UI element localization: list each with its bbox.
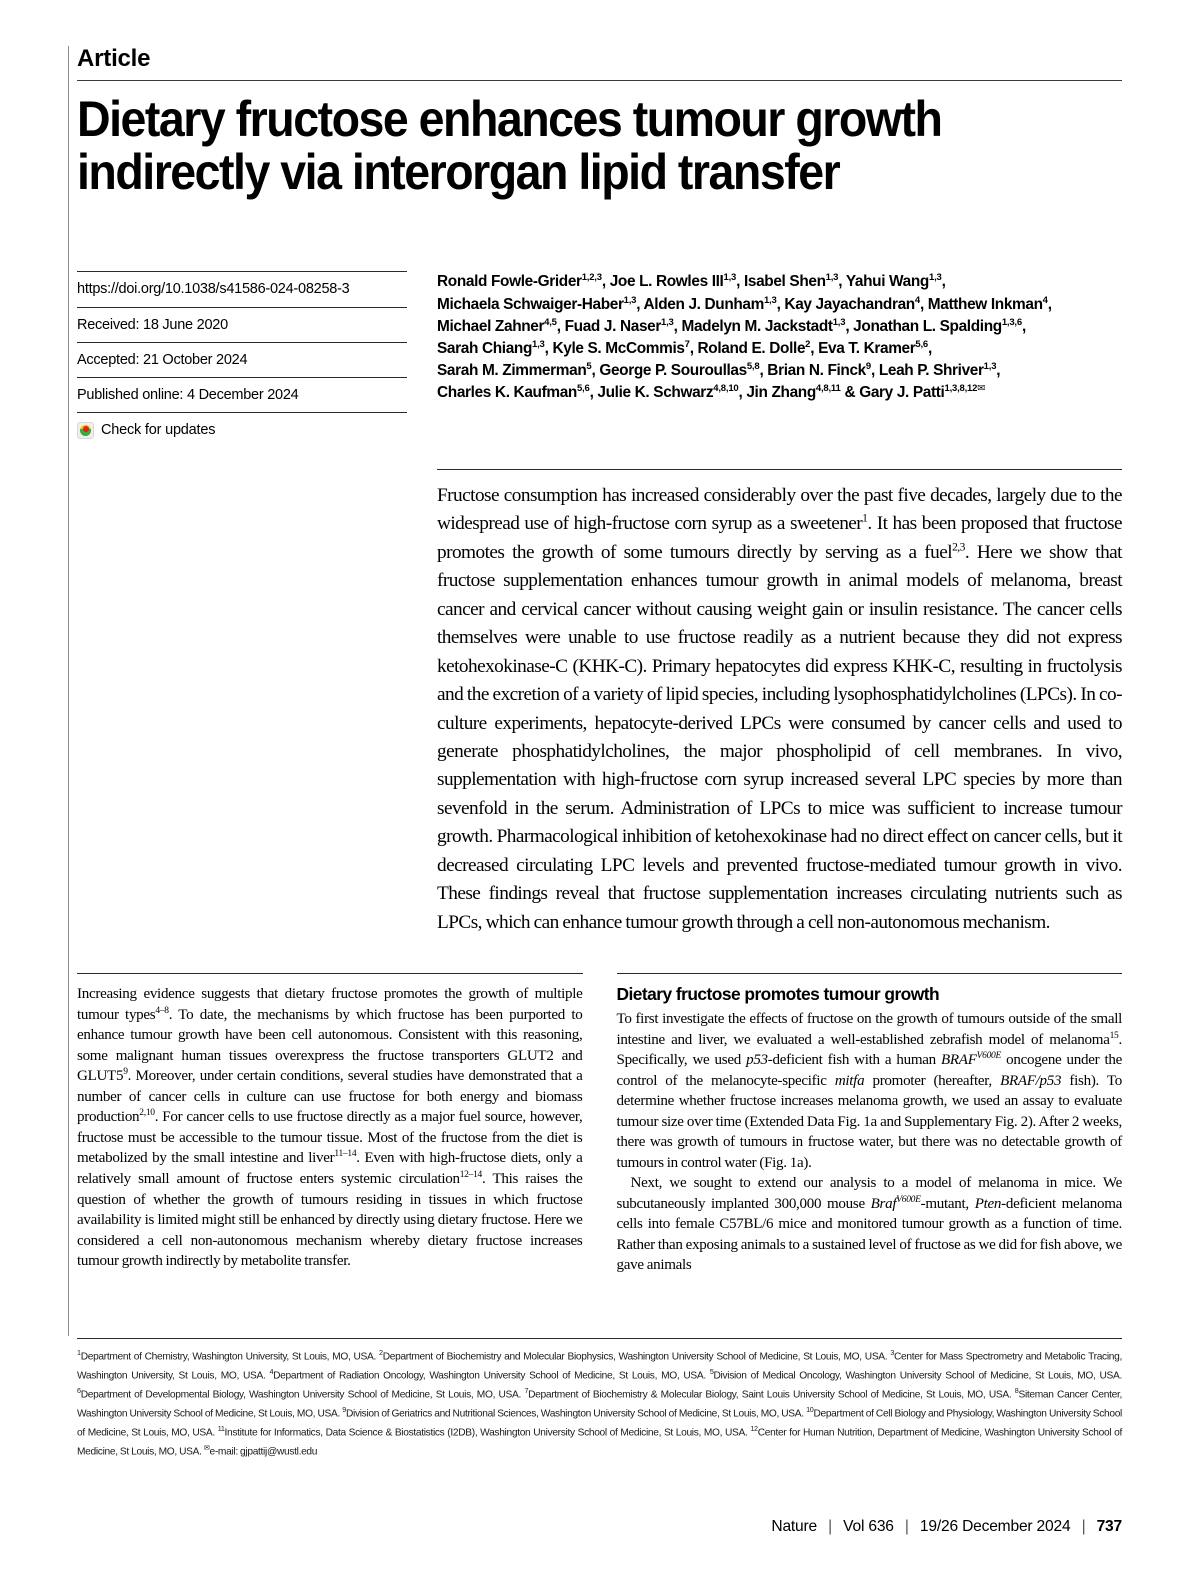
- accepted-date: Accepted: 21 October 2024: [77, 342, 407, 377]
- footer-separator: |: [1081, 1518, 1086, 1535]
- author-line: Charles K. Kaufman$^{5,6}$, Julie K. Schwarz$^{4,8,10}$, Jin Zhang$^{4,8,11}$ & Gary J. Patti$^{1,3,8,12✉}$: [437, 383, 985, 402]
- affiliations-text: $^1$Department of Chemistry, Washington University, St Louis, MO, USA. $^2$Department of Biochemistry and Molecular Biophysics, Washington University School of Medicine, St Louis, MO, USA. $^3$Center for Mass Spectrometry and Metabolic Tracing, Washington University, St Louis, MO, USA. $^4$Department of Radiation Oncology, Washington University School of Medicine, St Louis, MO, USA. $^5$Division of Medical Oncology, Washington University School of Medicine, St Louis, MO, USA. $^6$Department of Developmental Biology, Washington University School of Medicine, St Louis, MO, USA. $^7$Department of Biochemistry & Molecular Biology, Saint Louis University School of Medicine, St Louis, MO, USA. $^8$Siteman Cancer Center, Washington University School of Medicine, St Louis, MO, USA. $^9$Division of Geriatrics and Nutritional Sciences, Washington University School of Medicine, St Louis, MO, USA. $^{10}$Department of Cell Biology and Physiology, Washington University School of Medicine, St Louis, MO, USA. $^{11}$Institute for Informatics, Data Science & Biostatistics (I2DB), Washington University School of Medicine, St Louis, MO, USA. $^{12}$Center for Human Nutrition, Department of Medicine, Washington University School of Medicine, St Louis, MO, USA. ✉e-mail: gjpattij@wustl.edu: [77, 1348, 1122, 1457]
- body-columns: [77, 973, 1122, 1276]
- affiliations-block: [77, 1338, 1122, 1460]
- page-title: Dietary fructose enhances tumour growth indirectly via interorgan lipid transfer: [77, 91, 942, 201]
- footer-journal: Nature: [771, 1518, 817, 1535]
- footer-separator: |: [904, 1518, 909, 1535]
- body-column-left: [77, 973, 583, 1276]
- check-for-updates-button[interactable]: [77, 412, 407, 439]
- crossmark-icon: [77, 422, 94, 439]
- section-heading: Dietary fructose promotes tumour growth: [616, 984, 940, 1005]
- author-line: Ronald Fowle-Grider$^{1,2,3}$, Joe L. Rowles III$^{1,3}$, Isabel Shen$^{1,3}$, Yahui Wang$^{1,3}$,: [437, 272, 946, 291]
- article-kicker: Article: [77, 45, 151, 72]
- page-footer: [771, 1518, 1122, 1536]
- left-column-divider: [77, 973, 583, 974]
- author-line: Sarah M. Zimmerman$^5$, George P. Souroullas$^{5,8}$, Brian N. Finck$^9$, Leah P. Shriver$^{1,3}$,: [437, 360, 1001, 380]
- footer-volume: Vol 636: [843, 1518, 894, 1535]
- footer-page-number: 737: [1096, 1518, 1122, 1535]
- left-margin-rule: [68, 46, 69, 1336]
- meta-authors-row: [77, 271, 1122, 439]
- section-paragraph: Next, we sought to extend our analysis to a model of melanoma in mice. We subcutaneously implanted 300,000 mouse Braf$^{V600E}$-mutant, Pten-deficient melanoma cells into female C57BL/6 mice and monitored tumour growth as a function of time. Rather than exposing animals to a sustained level of fructose as we did for fish above, we gave animals: [616, 1175, 1122, 1274]
- intro-paragraph: Increasing evidence suggests that dietary fructose promotes the growth of multiple tumour types$^{4-8}$. To date, the mechanisms by which fructose has been purported to enhance tumour growth have been cell autonomous. Consistent with this reasoning, some malignant human tissues overexpress the fructose transporters GLUT2 and $GLUT5^9$. Moreover, under certain conditions, several studies have demonstrated that a number of cancer cells in culture can use fructose for both energy and biomass production$^{2,10}$. For cancer cells to use fructose directly as a major fuel source, however, fructose must be accessible to the tumour tissue. Most of the fructose from the diet is metabolized by the small intestine and liver$^{11-14}$. Even with high-fructose diets, only a relatively small amount of fructose enters systemic circulation$^{12-14}$. This raises the question of whether the growth of tumours residing in tissues in which fructose availability is limited might still be enhanced by directly using dietary fructose. Here we considered a cell non-autonomous mechanism whereby dietary fructose increases tumour growth indirectly by metabolite transfer.: [77, 986, 583, 1270]
- right-column-divider: [617, 973, 1123, 974]
- received-date: Received: 18 June 2020: [77, 307, 407, 342]
- published-date: Published online: 4 December 2024: [77, 377, 407, 412]
- author-line: Michaela Schwaiger-Haber$^{1,3}$, Alden J. Dunham$^{1,3}$, Kay Jayachandran$^4$, Matthew Inkman$^4$,: [437, 294, 1052, 313]
- author-line: Sarah Chiang$^{1,3}$, Kyle S. McCommis$^7$, Roland E. Dolle$^2$, Eva T. Kramer$^{5,6}$,: [437, 338, 932, 357]
- author-list: [407, 271, 1122, 404]
- footer-separator: |: [828, 1518, 832, 1535]
- abstract-divider: [437, 469, 1122, 470]
- affiliations-divider: [77, 1338, 1122, 1339]
- check-for-updates-label: Check for updates: [101, 422, 216, 439]
- article-metadata: [77, 271, 407, 439]
- header-divider: [77, 80, 1122, 81]
- article-content: [77, 46, 1122, 1276]
- body-column-right: [617, 973, 1123, 1276]
- section-paragraph: To first investigate the effects of fructose on the growth of tumours outside of the small intestine and liver, we evaluated a well-established zebrafish model of melanoma$^{15}$. Specifically, we used p53-deficient fish with a human $BRAF^{V600E}$ oncogene under the control of the melanocyte-specific mitfa promoter (hereafter, BRAF/p53 fish). To determine whether fructose increases melanoma growth, we used an assay to evaluate tumour size over time (Extended Data Fig. 1a and Supplementary Fig. 2). After 2 weeks, there was growth of tumours in fructose water, but there was no detectable growth of tumours in control water (Fig. 1a).: [616, 1011, 1122, 1171]
- author-line: Michael Zahner$^{4,5}$, Fuad J. Naser$^{1,3}$, Madelyn M. Jackstadt$^{1,3}$, Jonathan L. Spalding$^{1,3,6}$,: [437, 316, 1026, 335]
- abstract-section: [77, 469, 1122, 937]
- doi-link[interactable]: https://doi.org/10.1038/s41586-024-08258-3: [77, 271, 407, 306]
- footer-date: 19/26 December 2024: [919, 1518, 1071, 1535]
- abstract-text: Fructose consumption has increased considerably over the past five decades, largely due to the widespread use of high-fructose corn syrup as a sweetener$^1$. It has been proposed that fructose promotes the growth of some tumours directly by serving as a fuel$^{2,3}$. Here we show that fructose supplementation enhances tumour growth in animal models of melanoma, breast cancer and cervical cancer without causing weight gain or insulin resistance. The cancer cells themselves were unable to use fructose readily as a nutrient because they did not express ketohexokinase-C (KHK-C). Primary hepatocytes did express KHK-C, resulting in fructolysis and the excretion of a variety of lipid species, including lysophosphatidylcholines (LPCs). In co-culture experiments, hepatocyte-derived LPCs were consumed by cancer cells and used to generate phosphatidylcholines, the major phospholipid of cell membranes. In vivo, supplementation with high-fructose corn syrup increased several LPC species by more than sevenfold in the serum. Administration of LPCs to mice was sufficient to increase tumour growth. Pharmacological inhibition of ketohexokinase had no direct effect on cancer cells, but it decreased circulating LPC levels and prevented fructose-mediated tumour growth in vivo. These findings reveal that fructose supplementation increases circulating nutrients such as LPCs, which can enhance tumour growth through a cell non-autonomous mechanism.: [437, 484, 1122, 933]
